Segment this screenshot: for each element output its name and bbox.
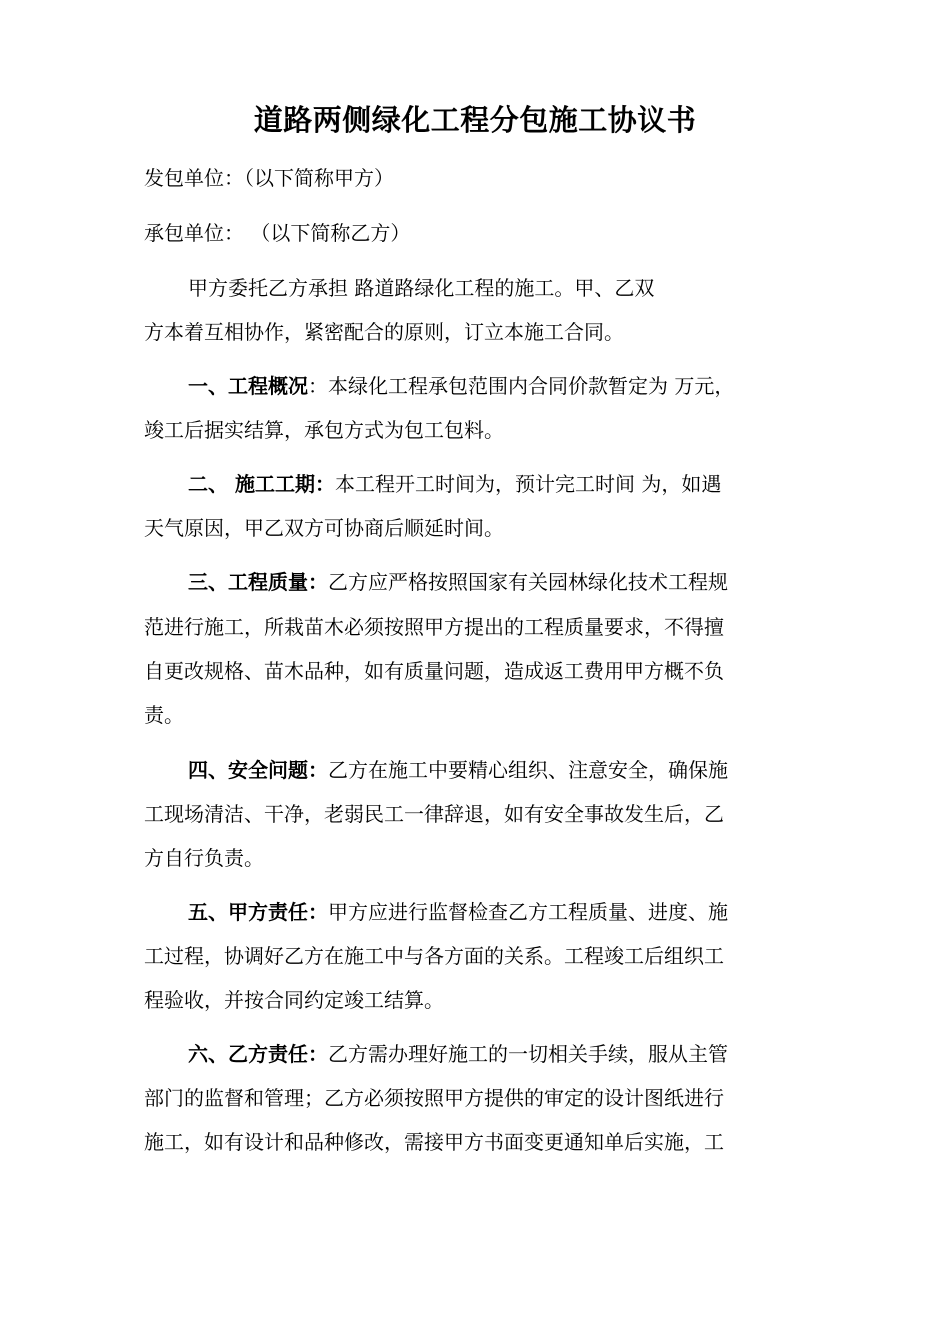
clause-3-heading: 三、工程质量：: [188, 570, 328, 594]
intro-line-2: 方本着互相协作，紧密配合的原则，订立本施工合同。: [144, 320, 624, 344]
clause-4-heading: 四、安全问题：: [188, 758, 328, 782]
document-title: 道路两侧绿化工程分包施工协议书: [253, 103, 697, 137]
clause-2-heading: 二、 施工工期：: [188, 472, 335, 496]
clause-5-text: 甲方应进行监督检查乙方工程质量、进度、施: [328, 900, 728, 924]
clause-3-line-4: 责。: [144, 703, 184, 727]
clause-6-line-3: 施工，如有设计和品种修改，需接甲方书面变更通知单后实施，工: [144, 1130, 724, 1154]
clause-1-line-2: 竣工后据实结算，承包方式为包工包料。: [144, 418, 504, 442]
clause-3-first-line: [188, 567, 812, 597]
clause-5-first-line: [188, 897, 812, 927]
clause-6-line-2: 部门的监督和管理；乙方必须按照甲方提供的审定的设计图纸进行: [144, 1086, 724, 1110]
clause-2-first-line: [188, 469, 812, 499]
clause-5-line-3: 程验收，并按合同约定竣工结算。: [144, 988, 444, 1012]
clause-4-first-line: [188, 755, 812, 785]
clause-2-line-2: 天气原因，甲乙双方可协商后顺延时间。: [144, 516, 504, 540]
clause-6-text: 乙方需办理好施工的一切相关手续，服从主管: [328, 1042, 728, 1066]
clause-4-line-2: 工现场清洁、干净，老弱民工一律辞退，如有安全事故发生后，乙: [144, 802, 724, 826]
clause-6-heading: 六、乙方责任：: [188, 1042, 328, 1066]
clause-1-heading: 一、工程概况: [188, 374, 308, 398]
clause-5-line-2: 工过程，协调好乙方在施工中与各方面的关系。工程竣工后组织工: [144, 944, 724, 968]
clause-6-first-line: [188, 1039, 812, 1069]
clause-1-text: ：本绿化工程承包范围内合同价款暂定为 万元，: [308, 374, 735, 398]
intro-line-1: 甲方委托乙方承担 路道路绿化工程的施工。甲、乙双: [188, 276, 655, 300]
clause-3-text: 乙方应严格按照国家有关园林绿化技术工程规: [328, 570, 728, 594]
clause-3-line-2: 范进行施工，所栽苗木必须按照甲方提出的工程质量要求，不得擅: [144, 615, 724, 639]
clause-3-line-3: 自更改规格、苗木品种，如有质量问题，造成返工费用甲方概不负: [144, 659, 724, 683]
clause-1-first-line: [188, 371, 812, 401]
clause-2-text: 本工程开工时间为，预计完工时间 为，如遇: [334, 472, 722, 496]
subcontractor-line: 承包单位： （以下简称乙方）: [144, 221, 411, 245]
clause-5-heading: 五、甲方责任：: [188, 900, 328, 924]
clause-4-line-3: 方自行负责。: [144, 846, 264, 870]
contractor-line: 发包单位：（以下简称甲方）: [144, 166, 394, 190]
clause-4-text: 乙方在施工中要精心组织、注意安全，确保施: [328, 758, 728, 782]
